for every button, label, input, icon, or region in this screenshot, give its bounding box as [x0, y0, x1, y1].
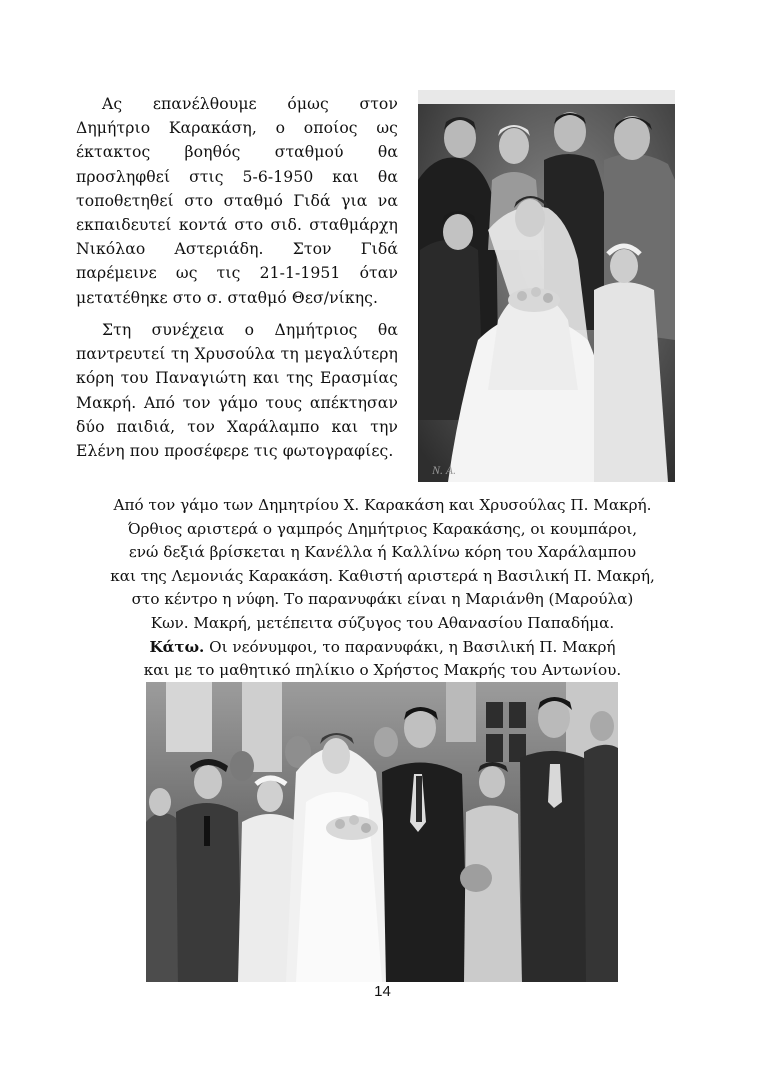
caption-bold-label: Κάτω.	[149, 637, 205, 656]
caption-line: Κων. Μακρή, μετέπειτα σύζυγος του Αθανασίου Παπαδήμα.	[150, 613, 615, 632]
body-paragraph-1: Ας επανέλθουμε όμως στον Δημήτριο Καρακάση, ο οποίος ως έκτακτος βοηθός σταθμού θα προσληφθεί στις 5-6-1950 και θα τοποθετηθεί στο σταθμό Γιδά για να εκπαιδευτεί κοντά στο σιδ. σταθμάρχη Νικόλαο Αστεριάδη. Στον Γιδά παρέμεινε ως τις 21-1-1951 όταν μετατέθηκε στο σ. σταθμό Θεσ/νίκης.	[76, 95, 398, 307]
caption-continuation: Οι νεόνυμφοι, το παρανυφάκι, η Βασιλική Π. Μακρή	[204, 637, 616, 656]
caption-line: και με το μαθητικό πηλίκιο ο Χρήστος Μακρής του Αντωνίου.	[143, 661, 622, 680]
caption-line: Από τον γάμο των Δημητρίου Χ. Καρακάση και Χρυσούλας Π. Μακρή.	[113, 496, 652, 514]
wedding-group-photo	[418, 90, 675, 482]
photo-signature: Ν. Α.	[432, 463, 457, 477]
page-number: 14	[374, 983, 391, 1000]
caption-line	[60, 636, 705, 660]
newlyweds-photo	[146, 682, 618, 982]
photo-caption	[60, 494, 705, 683]
caption-line: στο κέντρο η νύφη. Το παρανυφάκι είναι η Μαριάνθη (Μαρούλα)	[131, 590, 634, 609]
caption-line: Όρθιος αριστερά ο γαμπρός Δημήτριος Καρακάσης, οι κουμπάροι,	[127, 519, 638, 538]
caption-line: και της Λεμονιάς Καρακάση. Καθιστή αριστερά η Βασιλική Π. Μακρή,	[110, 566, 655, 585]
caption-line: ενώ δεξιά βρίσκεται η Κανέλλα ή Καλλίνω κόρη του Χαράλαμπου	[128, 543, 637, 562]
body-paragraph-2: Στη συνέχεια ο Δημήτριος θα παντρευτεί τη Χρυσούλα τη μεγαλύτερη κόρη του Παναγιώτη και της Ερασμίας Μακρή. Από τον γάμο τους απέκτησαν δύο παιδιά, τον Χαράλαμπο και την Ελένη που προσέφερε τις φωτογραφίες.	[76, 321, 398, 461]
